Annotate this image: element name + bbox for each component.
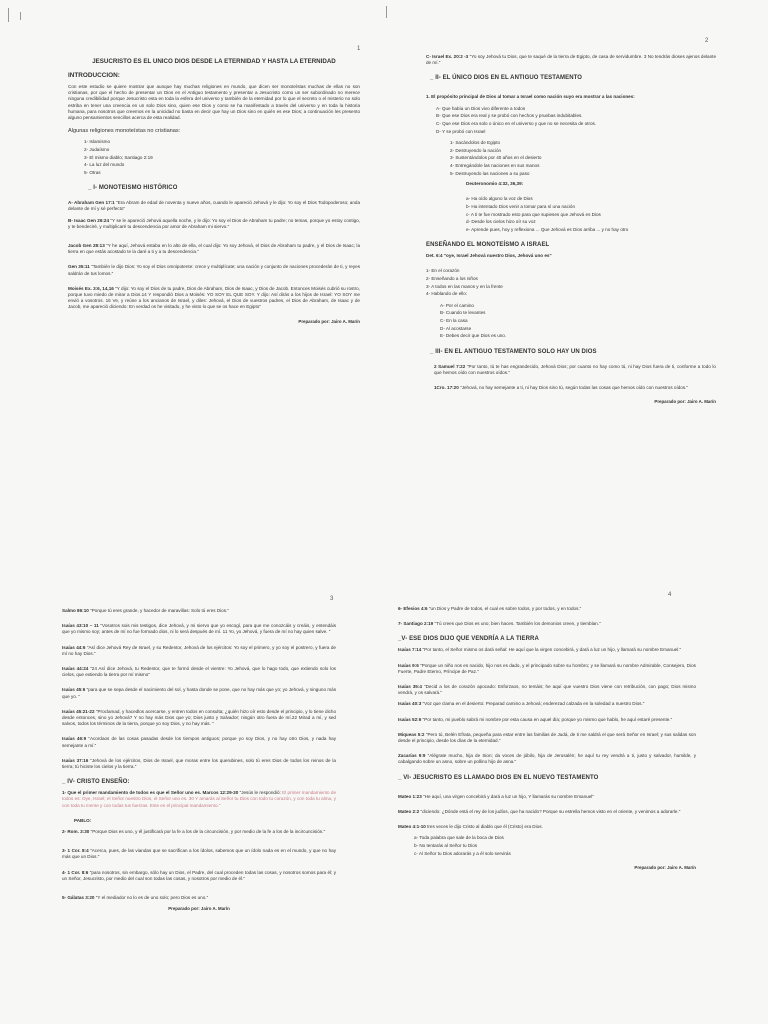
- verse-ref: Mateo 2:2: [398, 808, 420, 814]
- document-title: JESUCRISTO ES EL UNICO DIOS DESDE LA ETERNIDAD Y HASTA LA ETERNIDAD: [92, 58, 336, 65]
- list-item: C- Que ese Dios era solo o único en el universo y que no se necesita de otros.: [436, 121, 597, 127]
- list-item: 4- Hablando de ello:: [426, 291, 468, 297]
- verse: [62, 687, 336, 699]
- verse: [398, 606, 696, 612]
- verse-text: "Acerca, pues, de las viandas que se sacrifican a los ídolos, sabemos que un ídolo nada es en el mundo, y que no hay más que un Dios.": [62, 848, 336, 860]
- verse-ref: Isaías 45:21-22: [62, 708, 95, 714]
- verse-ref: Moisés Ex. 3:6, 14,16: [68, 285, 114, 291]
- verse-ref: Salmo 86:10: [62, 608, 89, 613]
- verse: [398, 621, 696, 627]
- verse-text: "Acordaos de las cosas pasadas desde los tiempos antiguos; porque yo soy Dios, y no hay otro Dios, y nada hay semejante a mí.": [62, 736, 337, 748]
- verse: [62, 666, 336, 678]
- list-item: A- Que había un Dios vivo diferente a todos: [436, 105, 526, 111]
- verse: [398, 717, 696, 723]
- verse: [62, 895, 336, 901]
- verse-text: "He aquí, una virgen concebirá y dará a luz un hijo, Y llamarás su nombre Emanuel": [423, 793, 594, 799]
- section-heading: ENSEÑANDO EL MONOTEÍSMO A ISRAEL: [426, 242, 550, 249]
- verse-text: "Así dice Jehová Rey de Israel, y su Redentor, Jehová de los ejércitos: Yo soy el primero, y yo soy el postrero, y fuera de mí no hay Dios.": [62, 644, 336, 656]
- verse-ref: Isaías 44:24: [62, 666, 89, 672]
- list-item: 1- Sacándolos de Egipto: [450, 139, 501, 145]
- list-item: D- Y se probó con Israel: [436, 128, 486, 134]
- intro-paragraph: Con este estudio se quiere mostrar que aunque hay muchas religiones en mundo, que dicen ser monoteístas muchas de ellas no son cristianas, por que el hecho de presentar un Dios en el Antiguo testamento y presentar a Jesucristo como un ser subordinado no merece ninguna credibilidad porque Jesucristo esta en toda la esfera del universo y también de la eternidad por lo que el secreto o el misterio no solo estriba en tener una creencia en un solo Dios sino, quien ese Dios y como se ha manifestado a través del universo y en toda la historia humana, para nosotros que creemos en la unicidad no basta en decir que hay un Dios sino en quién es ese Dios; a continuación les presento alguno pensamientos sencillos acerca de esta realidad.: [68, 84, 360, 121]
- page-number: 4: [668, 592, 672, 598]
- prepared-by: Preparado por: Jairo A. Marín: [654, 399, 716, 405]
- verse-text: "Alégrate mucho, hija de Sion; da voces de júbilo, hija de Jerusalén; he aquí tu rey vendrá a ti, justo y salvador, humilde, y cabalgando sobre un asno, sobre un pollino hijo de asna.": [398, 753, 697, 765]
- verse-ref: Isaías 46:9: [62, 736, 87, 742]
- verse-ref: Isaías 9:6: [398, 662, 419, 668]
- intro-heading: INTRODUCCION:: [68, 72, 120, 79]
- list-item: 1- En el corazón: [426, 268, 460, 274]
- list-item: 5- Destruyendo las naciones a su paso: [450, 170, 530, 176]
- list-item: c- A ti te fue mostrado esto para que supieses que Jehová es Dios: [466, 211, 601, 217]
- verse-ref: 4- 1 Cor. 8:6: [62, 869, 89, 875]
- list-item: b- Ha intentado Dios venir a tomar para sí una nación: [466, 203, 576, 209]
- verse-text: "Por tanto, mi pueblo sabrá mi nombre por esta causa en aquel día; porque yo mismo que hablo, he aquí estaré presente.": [422, 716, 673, 722]
- verse-ref: Isaías 35:4: [398, 684, 422, 690]
- page-4-content: [398, 606, 696, 871]
- verse-text: "Yo soy Jehová tu Dios, que te saqué de la tierra de Egipto, de casa de servidumbre. 3 No tendrás dioses ajenos delante de mí.": [426, 54, 716, 66]
- verse-text: "Pero tú, Belén Efrata, pequeña para estar entre las familias de Judá, de ti me saldrá el que será Señor en Israel; y sus salidas son desde el principio, desde los días de la eternidad.": [398, 731, 697, 744]
- verse-ref: Gen 35:11: [68, 264, 90, 270]
- verse-text: "Era Abram de edad de noventa y nueve años, cuando le apareció Jehová y le dijo: Yo soy el Dios Todopoderoso; anda delante de mí y sé perfecto": [68, 200, 360, 212]
- shema-verse: Det. 6:4 "oye, Israel Jehová nuestro Dios, Jehová uno es": [426, 253, 552, 259]
- verse-text: "para que se sepa desde el nacimiento del sol, y hasta donde se pone, que no hay más que yo; yo Jehová, y ninguno más que yo. ": [62, 687, 337, 699]
- verse-text: "Decid a los de corazón apocado: Esforzaos, no temáis; he aquí que vuestro Dios viene con retribución, con pago; Dios mismo vendrá, y os salvará.": [398, 684, 696, 696]
- verse-ref: C- Israel Ex. 20:2 -3: [426, 54, 469, 59]
- verse-ref: 2- Rom. 3:30: [62, 829, 90, 835]
- section-heading: _ II- EL ÚNICO DIOS EN EL ANTIGUO TESTAMENTO: [430, 75, 583, 82]
- page-1: [0, 0, 384, 512]
- verse-text: "Y dijo: Yo soy el Dios de tu padre, Dios de Abraham, Dios de Isaac, y Dios de Jacob. Entonces Moisés cubrió su rostro, porque tuvo miedo de mirar a Dios.14 Y respondió Dios a Moisés: YO SOY EL QUE SOY. Y dijo: Así dirás a los hijos de Israel: YO SOY me envió a vosotros. 16 Ve, y reúne a los ancianos de Israel, y diles: Jehová, el Dios de vuestros padres, el Dios de Abraham, de Isaac y de Jacob, me apareció diciendo: En verdad os he visitado, y he visto lo que se os hace en Egipto": [68, 285, 360, 310]
- verse-text: "Por tanto, el Señor mismo os dará señal: He aquí que la virgen concebirá, y dará a luz un hijo, y llamará su nombre Emanuel.": [422, 647, 682, 653]
- religions-heading: Algunas religiones monoteístas no cristianas:: [68, 128, 181, 135]
- verse-ref: Isaías 52:6: [398, 716, 422, 722]
- verse: [398, 824, 696, 830]
- section-heading: _ I- MONOTEISMO HISTÓRICO: [88, 185, 178, 192]
- list-item: A- Por el camino: [440, 302, 474, 308]
- verse-ref: Isaías 45:6: [62, 687, 86, 693]
- purpose-list: [436, 106, 716, 135]
- page-number: 3: [330, 596, 334, 602]
- verse-text: "Jehová, no hay semejante a ti, ni hay Dios sino tú, según todas las cosas que hemos oído con nuestros oídos.": [460, 385, 689, 391]
- verse-ref: Zacarías 9:9: [398, 753, 426, 759]
- list-item: C- En la casa: [440, 318, 468, 324]
- list-item: 2- Destruyendo la nación: [450, 147, 502, 153]
- verse-text: "Tú crees que Dios es uno; bien haces. También los demonios creen, y tiemblan.": [434, 621, 601, 627]
- verse-ref: Mateo 1:23: [398, 793, 422, 799]
- verse: [434, 364, 716, 376]
- verse-text: "Porque tú eres grande, y hacedor de maravillas: Solo tú eres Dios.": [90, 608, 229, 613]
- verse-text: "Y el mediador no lo es de uno solo; pero Dios es uno.": [95, 895, 209, 901]
- prepared-by: Preparado por: Jairo A. Marín: [634, 864, 696, 870]
- verse-text: "También le dijo Dios: Yo soy el Dios omnipotente: crece y multiplícate; una nación y conjunto de naciones procederán de ti, y reyes saldrán de tus lomos.": [68, 264, 360, 276]
- scan-mark: [8, 8, 9, 22]
- list-item: b- No tentarás al Señor tu Dios: [414, 842, 478, 848]
- section-heading: _ VI- JESUCRISTO ES LLAMADO DIOS EN EL NUEVO TESTAMENTO: [398, 774, 599, 781]
- verse-ref: 1- Que el primer mandamiento de todos es que el Señor uno es. Marcos 12:29-30: [62, 790, 239, 796]
- verse: [62, 608, 336, 614]
- page-4: [384, 512, 768, 1024]
- list-item: d- Desde los cielos hizo oír su voz: [466, 219, 536, 225]
- list-item: E- Debes decir que Dios es uno.: [440, 333, 507, 339]
- verse-text: tres veces le dijo Cristo al diablo que él (Cristo) era Dios.: [427, 824, 543, 830]
- list-item: c- Al Señor tu Dios adorarás y a él solo servirás: [414, 850, 511, 856]
- temptation-list: [414, 835, 696, 857]
- page-2-content: [426, 54, 716, 406]
- verse-ref: 2 Samuel 7:22: [434, 363, 466, 369]
- page-1-content: [68, 58, 360, 325]
- verse: [398, 732, 696, 744]
- verse: [62, 870, 336, 882]
- page-3-content: [62, 608, 336, 912]
- scan-mark: [20, 12, 21, 20]
- verse-ref: Isaías 44:6: [62, 644, 86, 650]
- list-item: 4- La luz del mundo: [84, 162, 125, 168]
- verse-text: "Voz que clama en el desierto: Preparad camino a Jehová; enderezad calzada en la soledad a nuestro Dios.": [422, 701, 645, 707]
- prepared-by: Preparado por: Jairo A. Marín: [298, 318, 360, 324]
- scan-mark: [386, 6, 387, 18]
- list-item: 3- A todos en las manos y en la frente: [426, 283, 503, 289]
- page-number: 2: [705, 38, 709, 44]
- verse-text: "Porque Dios es uno, y él justificará por la fe a los de la circuncisión, y por medio de la fe a los de la incircuncisión.": [90, 829, 326, 835]
- list-item: 3- Sustentándolos por 40 años en el desierto: [450, 155, 542, 161]
- prepared-by: Preparado por: Jairo A. Marín: [168, 906, 230, 912]
- verse-ref: A- Abraham Gen 17:1: [68, 200, 115, 206]
- list-item: D- Al acostarse: [440, 325, 472, 331]
- verse: [68, 218, 360, 230]
- page-number: 1: [357, 46, 361, 52]
- list-item: B- Cuando te levantes: [440, 310, 486, 316]
- verse-text: "diciendo: ¿Dónde está el rey de los judíos, que ha nacido? Porque su estrella hemos visto en el oriente, y venimos a adorarle.": [420, 808, 681, 814]
- verse: [62, 848, 336, 860]
- list-item: a- Ha oído alguno la voz de Dios: [466, 196, 533, 202]
- verse-ref: Jacob Gen 28:13: [68, 243, 105, 249]
- verse-ref: Isaías 43:10 – 11: [62, 623, 99, 629]
- teaching-list: [426, 268, 716, 297]
- verse: [398, 753, 696, 765]
- faded-verse-text: El primer mandamiento de todos es: Oye, Israel; el Señor nuestro Dios, el Señor uno es. 30 Y amarás al Señor tu Dios con todo tu corazón, y con toda tu alma, y con toda tu mente y con todas tus fuerzas. Este es el principal mandamiento.": [62, 790, 337, 808]
- verse-ref: Isaías 40:3: [398, 701, 422, 707]
- verse: [398, 701, 696, 707]
- verse-text: "Por tanto, tú te has engrandecido, Jehová Dios; por cuanto no hay como tú, ni hay Dios fuera de ti, conforme a todo lo que hemos oído con nuestros oídos.": [434, 363, 716, 375]
- verse: [68, 286, 360, 311]
- purpose-statement: 1. El propósito principal de Dios al tomar a Israel como nación suyo era mostrar a las naciones:: [426, 94, 635, 100]
- verse: [62, 736, 336, 748]
- list-item: 3- El mismo diablo; Santiago 2:19: [84, 154, 153, 160]
- verse-ref: Isaías 37:16: [62, 757, 89, 763]
- verse-ref: 6- Efesios 4:6: [398, 606, 428, 611]
- verse: [398, 794, 696, 800]
- page-3: [0, 512, 384, 1024]
- verse-ref: 3- 1 Cor. 8:4: [62, 848, 89, 854]
- list-item: B- Que ese Dios era real y se probó con hechos y pruebas indubitables.: [436, 113, 583, 119]
- pablo-label: PABLO:: [74, 817, 92, 823]
- verse: [426, 54, 716, 66]
- list-item: 5- Otras: [84, 170, 101, 176]
- list-item: a- Toda palabra que sale de la boca de Dios: [414, 835, 504, 841]
- verse-text: "Porque un niño nos es nacido, hijo nos es dado, y el principado sobre su hombro; y se llamará su nombre Admirable, Consejero, Dios Fuerte, Padre Eterno, Príncipe de Paz.": [398, 662, 696, 674]
- verse-ref: Miqueas 5:2: [398, 731, 425, 737]
- verse-ref: B- Isaac Gen 26:24: [68, 217, 110, 223]
- verse-text: "para nosotros, sin embargo, sólo hay un Dios, el Padre, del cual proceden todas las cosas, y nosotros somos para él; y un Señor, Jesucristo, por medio del cual son todas las cosas, y nosotros por medio de él.": [62, 869, 336, 881]
- speaking-list: [440, 303, 716, 340]
- section-heading: _V- ESE DIOS DIJO QUE VENDRÍA A LA TIERRA: [398, 636, 539, 643]
- verse-text: "Vosotros sois mis testigos, dice Jehová, y mi siervo que yo escogí, para que me conozcáis y creáis, y entendáis que yo mismo soy; antes de mí no fue formado dios, ni lo será después de mí. 11 Yo, yo Jehová, y fuera de mí no hay quien salve. ": [62, 623, 336, 635]
- verse-ref: Isaías 7:14: [398, 647, 422, 653]
- verse: [398, 663, 696, 675]
- verse-ref: 5- Gálatas 3:20: [62, 895, 95, 901]
- religions-list: [84, 139, 360, 176]
- verse-ref: 7- Santiago 2:19: [398, 621, 434, 627]
- page-2: [384, 0, 768, 512]
- list-item: 2- Enseñando a los niños: [426, 276, 478, 282]
- verse-text: "Jehová de los ejércitos, Dios de Israel, que moras entre los querubines, solo tú eres Dios de todos los reinos de la tierra; tú hiciste los cielos y la tierra.": [62, 757, 336, 770]
- verse-text: "Y se le apareció Jehová aquella noche, y le dijo: Yo soy el Dios de Abraham tu padre; no temas, porque yo estoy contigo, y te bendeciré, y multiplicaré tu descendencia por amor de Abraham mi siervo.": [68, 217, 361, 229]
- verse: [398, 684, 696, 696]
- verse: [62, 790, 336, 809]
- verse: [62, 623, 336, 635]
- section-heading: _ IV- CRISTO ENSEÑO:: [62, 779, 130, 786]
- list-item: 1- Islamismo: [84, 139, 111, 145]
- verse-ref: 1Cro. 17:20: [434, 385, 459, 391]
- verse: [62, 829, 336, 835]
- verse-text: "24 Así dice Jehová, tu Redentor, que te formó desde el vientre: Yo Jehová, que lo hago todo, que extiendo solo los cielos, que extiendo la tierra por mí mismo": [62, 666, 336, 678]
- list-item: 4- Entregándole las naciones en sus manos: [450, 163, 540, 169]
- verse: [398, 647, 696, 653]
- verse: [62, 645, 336, 657]
- list-item: 2- Judaísmo: [84, 146, 110, 152]
- verse-text: "Proclamad, y hacedlos acercarse, y entren todos en consulta; ¿quién hizo oír esto desde el principio, y lo tiene dicho desde entonces, sino yo Jehová? Y no hay más Dios que yo; Dios justo y Salvador; ningún otro fuera de mí.22 Mirad a mí, y sed salvos, todos los términos de la tierra, porque yo soy Dios, y no hay más. ": [62, 708, 337, 727]
- section-heading: _ III- EN EL ANTIGUO TESTAMENTO SOLO HAY UN DIOS: [430, 348, 597, 355]
- deut-reference: Deuteronomio 4:32, 36,39:: [466, 180, 524, 186]
- israel-list: [450, 140, 716, 177]
- verse: [62, 709, 336, 728]
- verse: [434, 385, 716, 391]
- verse: [398, 809, 696, 815]
- verse: [68, 243, 360, 255]
- verse-text: "Jesús le respondió:: [239, 790, 281, 796]
- verse-text: "un Dios y Padre de todos, el cual es sobre todos, y por todos, y en todos.": [428, 606, 582, 611]
- deut-list: [466, 196, 716, 233]
- verse-text: "Y he aquí, Jehová estaba en lo alto de ella, el cual dijo: Yo soy Jehová, el Dios de Abraham tu padre, y el Dios de Isaac; la tierra en que estás acostado te la daré a ti y a tu descendencia.": [68, 243, 360, 255]
- verse: [68, 200, 360, 212]
- verse-ref: Mateo 4:1-10: [398, 824, 426, 830]
- list-item: e- Aprende pues, hoy y reflexiona ... Que Jehová es Dios arriba ... y no hay otro: [466, 226, 629, 232]
- verse: [68, 264, 360, 276]
- verse: [62, 758, 336, 770]
